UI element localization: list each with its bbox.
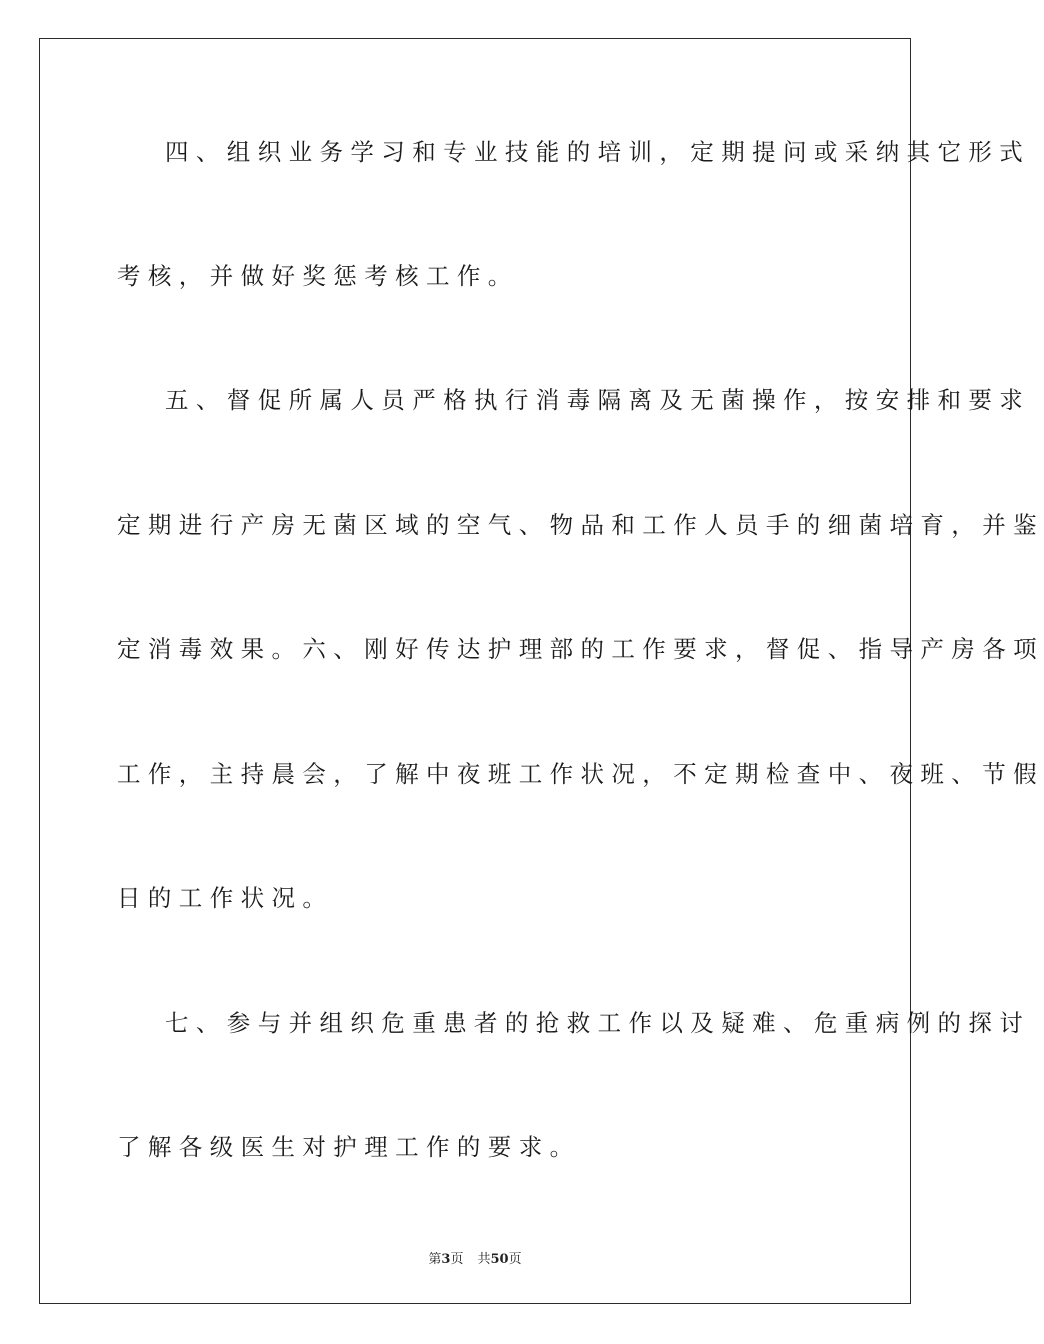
page-suffix: 页 bbox=[450, 1252, 464, 1267]
paragraph-line: 了解各级医生对护理工作的要求。 bbox=[117, 1133, 581, 1161]
paragraph-line: 工作，主持晨会，了解中夜班工作状况，不定期检查中、夜班、节假 bbox=[117, 760, 1044, 788]
total-pages: 50 bbox=[490, 1252, 509, 1267]
paragraph-line: 四、组织业务学习和专业技能的培训，定期提问或采纳其它形式 bbox=[165, 138, 1031, 166]
total-prefix: 共 bbox=[477, 1252, 491, 1267]
paragraph-line: 五、督促所属人员严格执行消毒隔离及无菌操作，按安排和要求 bbox=[165, 386, 1031, 414]
page-number: 3 bbox=[441, 1252, 451, 1267]
page-border bbox=[39, 38, 1044, 1304]
paragraph-line: 考核，并做好奖惩考核工作。 bbox=[117, 262, 519, 290]
paragraph-line: 七、参与并组织危重患者的抢救工作以及疑难、危重病例的探讨 bbox=[165, 1009, 1031, 1037]
page-prefix: 第 bbox=[428, 1252, 442, 1267]
paragraph-line: 日的工作状况。 bbox=[117, 884, 334, 912]
page-footer bbox=[0, 1248, 950, 1267]
total-suffix: 页 bbox=[508, 1252, 522, 1267]
paragraph-line: 定消毒效果。六、刚好传达护理部的工作要求，督促、指导产房各项 bbox=[117, 635, 1044, 663]
paragraph-line: 定期进行产房无菌区域的空气、物品和工作人员手的细菌培育，并鉴 bbox=[117, 511, 1044, 539]
